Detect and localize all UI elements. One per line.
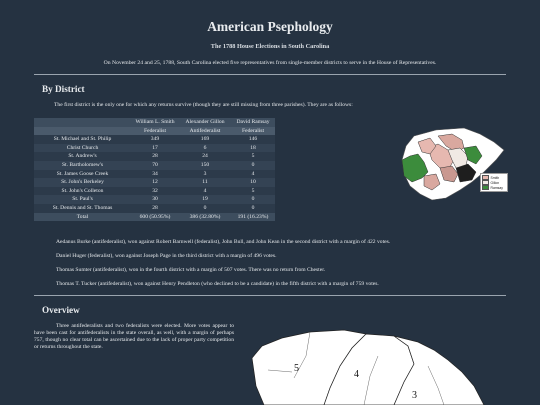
table-cell-votes: 28 bbox=[152, 204, 158, 211]
overview-text: Three antifederalists and two federalists were elected. More votes appear to have been cast for antifederalists in the state overall, as well, with a margin of perhaps 757, though no clear total can be ascertained due to the lack of proper party competition or returns throughout the state. bbox=[34, 323, 234, 350]
row-header-parish: St. James Goose Creek bbox=[56, 170, 109, 177]
table-cell-total: 600 (50.95%) bbox=[139, 213, 171, 220]
table-total-row bbox=[34, 213, 275, 222]
table-cell-votes: 5 bbox=[251, 187, 255, 194]
state-district-map bbox=[248, 326, 540, 405]
table-cell-votes: 3 bbox=[203, 170, 207, 177]
row-header-parish: Christ Church bbox=[66, 144, 99, 151]
row-header-parish: St. John's Colleton bbox=[61, 187, 104, 194]
table-cell-votes: 150 bbox=[200, 161, 210, 168]
table-row bbox=[34, 187, 275, 196]
row-header-parish: St. John's Berkeley bbox=[61, 179, 104, 186]
table-cell-votes: 6 bbox=[203, 144, 207, 151]
table-cell-votes: 4 bbox=[251, 170, 255, 177]
table-cell-votes: 4 bbox=[203, 187, 207, 194]
row-header-parish: St. Paul's bbox=[72, 196, 93, 203]
table-cell-votes: 146 bbox=[248, 136, 258, 143]
table-cell-votes: 5 bbox=[251, 153, 255, 160]
table-row bbox=[34, 178, 275, 187]
first-district-map bbox=[376, 124, 526, 206]
section-heading-overview: Overview bbox=[42, 305, 80, 315]
row-header-parish: St. Dennis and St. Thomas bbox=[52, 204, 113, 211]
table-cell-votes: 18 bbox=[250, 144, 256, 151]
intro-text: On November 24 and 25, 1788, South Carolina elected five representatives from single-member districts to serve in the House of Representatives. bbox=[103, 60, 437, 66]
table-cell-votes: 34 bbox=[152, 170, 158, 177]
table-cell-votes: 11 bbox=[202, 179, 208, 186]
table-cell-votes: 19 bbox=[202, 196, 208, 203]
table-cell-votes: 0 bbox=[203, 204, 207, 211]
table-cell-votes: 169 bbox=[200, 136, 210, 143]
map-legend bbox=[480, 173, 508, 192]
page-subtitle: The 1788 House Elections in South Carolina bbox=[210, 43, 330, 50]
column-header-candidate: David Ramsay bbox=[236, 119, 270, 125]
row-header-parish: St. Andrew's bbox=[68, 153, 97, 160]
result-district-3: Daniel Huger (federalist), won against Joseph Page in the third district with a margin of 496 votes. bbox=[56, 253, 277, 259]
legend-label: Smith bbox=[490, 175, 500, 180]
table-row bbox=[34, 135, 275, 144]
divider bbox=[34, 74, 506, 75]
table-header-row-parties bbox=[34, 127, 275, 136]
table-cell-total: 191 (16.23%) bbox=[237, 213, 269, 220]
table-cell-votes: 0 bbox=[251, 196, 255, 203]
table-row bbox=[34, 195, 275, 204]
table-cell-votes: 17 bbox=[152, 144, 158, 151]
table-row bbox=[34, 204, 275, 213]
table-cell-votes: 0 bbox=[251, 161, 255, 168]
table-cell-votes: 32 bbox=[152, 187, 158, 194]
divider bbox=[34, 295, 506, 296]
page-title: American Psephology bbox=[207, 19, 333, 34]
district-label-5: 5 bbox=[294, 363, 299, 374]
table-corner bbox=[34, 127, 131, 136]
table-row bbox=[34, 144, 275, 153]
legend-swatch bbox=[482, 185, 489, 190]
result-district-5: Thomas T. Tucker (antifederalist), won against Henry Pendleton (who declined to be a candidate) in the fifth district with a margin of 759 votes. bbox=[56, 281, 379, 287]
district-label-3: 3 bbox=[412, 390, 417, 401]
returns-table bbox=[34, 118, 275, 221]
table-header-row-candidates bbox=[34, 118, 275, 127]
result-district-2: Aedanus Burke (antifederalist), won against Robert Barnwell (federalist), John Bull, and John Kean in the second district with a margin of 422 votes. bbox=[56, 239, 391, 245]
table-cell-votes: 70 bbox=[152, 161, 158, 168]
district-label-4: 4 bbox=[354, 369, 359, 380]
table-corner bbox=[34, 118, 131, 127]
table-cell-votes: 0 bbox=[251, 204, 255, 211]
column-header-candidate: William L. Smith bbox=[135, 119, 175, 125]
section-heading-by-district: By District bbox=[42, 84, 85, 94]
row-header-parish: St. Bartholomew's bbox=[61, 161, 104, 168]
column-header-party: Antifederalist bbox=[189, 127, 221, 134]
table-cell-votes: 28 bbox=[152, 153, 158, 160]
column-header-candidate: Alexander Gillon bbox=[185, 119, 225, 125]
column-header-party: Federalist bbox=[241, 127, 265, 134]
legend-label: Gillon bbox=[490, 180, 500, 185]
table-cell-votes: 30 bbox=[152, 196, 158, 203]
row-header-parish: St. Michael and St. Philip bbox=[53, 136, 112, 143]
table-cell-votes: 24 bbox=[202, 153, 208, 160]
district-intro: The first district is the only one for which any returns survive (though they are still missing from three parishes). They are as follows: bbox=[54, 102, 353, 108]
result-district-4: Thomas Sumter (antifederalist), won in the fourth district with a margin of 507 votes. There was no return from Chester. bbox=[56, 267, 326, 273]
table-cell-total: 386 (32.80%) bbox=[189, 213, 221, 220]
table-row bbox=[34, 152, 275, 161]
table-cell-votes: 349 bbox=[150, 136, 160, 143]
table-row bbox=[34, 161, 275, 170]
table-row bbox=[34, 170, 275, 179]
legend-label: Ramsay bbox=[490, 185, 503, 190]
legend-item bbox=[482, 185, 506, 190]
row-header-total: Total bbox=[76, 213, 89, 220]
table-cell-votes: 10 bbox=[250, 179, 256, 186]
column-header-party: Federalist bbox=[143, 127, 167, 134]
table-cell-votes: 12 bbox=[152, 179, 158, 186]
